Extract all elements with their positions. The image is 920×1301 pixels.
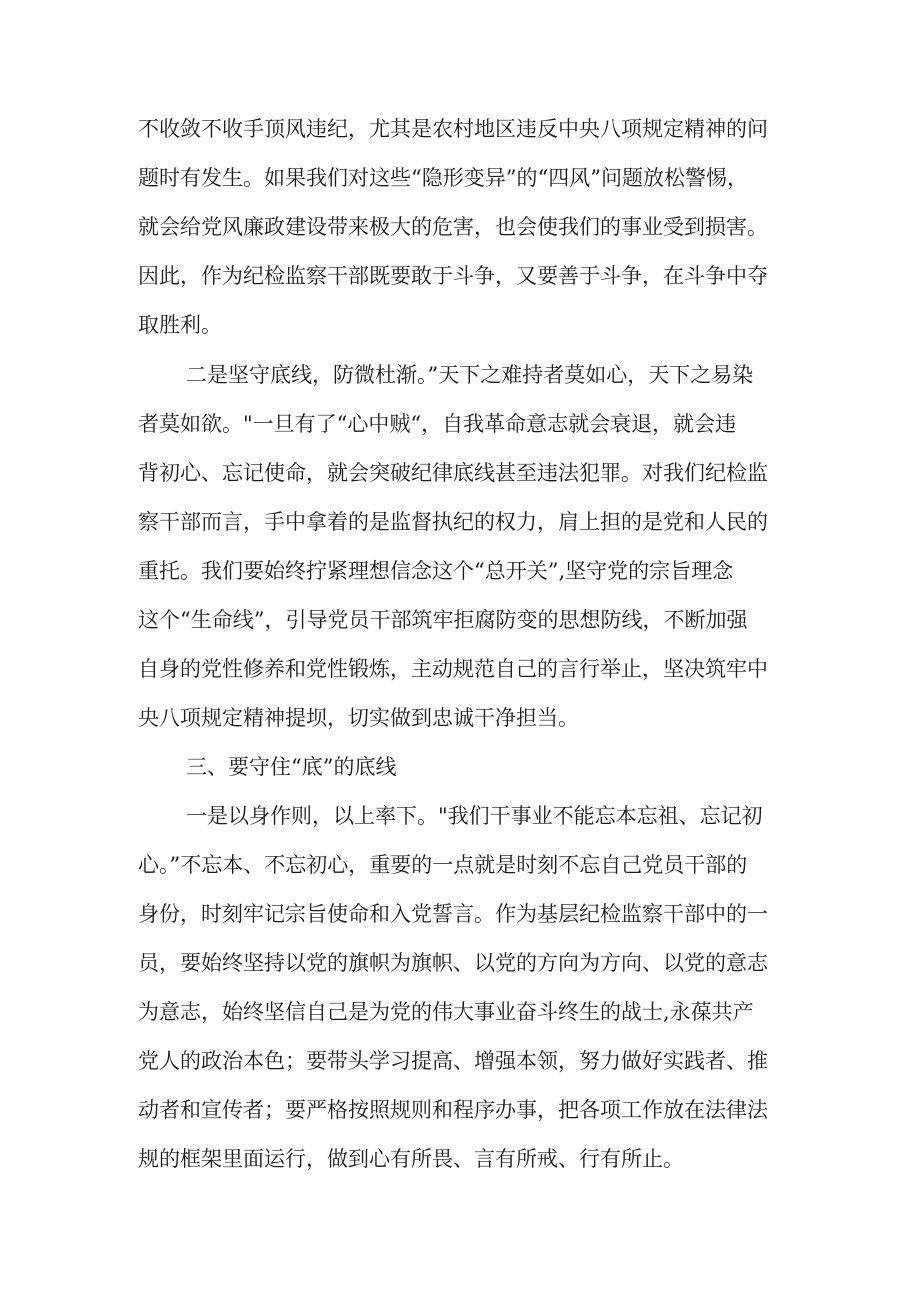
text-line: 察干部而言，手中拿着的是监督执纪的权力，肩上担的是党和人民的	[138, 510, 768, 534]
text-line: 自身的党性修养和党性锻炼，主动规范自己的言行举止，坚决筑牢中	[138, 657, 768, 681]
text-line: 这个“生命线”，引导党员干部筑牢拒腐防变的思想防线，不断加强	[138, 608, 748, 632]
section-heading: 三、要守住“底”的底线	[186, 755, 397, 779]
text-line: 因此，作为纪检监察干部既要敢于斗争，又要善于斗争，在斗争中夺	[138, 264, 768, 288]
text-line: 党人的政治本色；要带头学习提高、增强本领，努力做好实践者、推	[138, 1049, 768, 1073]
text-line: 一是以身作则，以上率下。"我们干事业不能忘本忘祖、忘记初	[186, 804, 763, 828]
text-line: 者莫如欲。"一旦有了“心中贼“，自我革命意志就会衰退，就会违	[138, 412, 737, 436]
text-line: 背初心、忘记使命，就会突破纪律底线甚至违法犯罪。对我们纪检监	[138, 461, 768, 485]
text-line: 动者和宣传者；要严格按照规则和程序办事，把各项工作放在法律法	[138, 1098, 768, 1122]
text-line: 题时有发生。如果我们对这些“隐形变异”的“四风”问题放松警惕，	[138, 166, 748, 190]
text-line: 为意志，始终坚信自己是为党的伟大事业奋斗终生的战士,永葆共产	[138, 1000, 754, 1024]
text-line: 重托。我们要始终拧紧理想信念这个“总开关”,坚守党的宗旨理念	[138, 559, 734, 583]
text-line: 就会给党风廉政建设带来极大的危害，也会使我们的事业受到损害。	[138, 215, 768, 239]
text-line: 央八项规定精神提坝，切实做到忠诚干净担当。	[138, 706, 579, 730]
text-line: 规的框架里面运行，做到心有所畏、言有所戒、行有所止。	[138, 1147, 684, 1171]
text-line: 不收敛不收手顶风违纪，尤其是农村地区违反中央八项规定精神的问	[138, 117, 768, 141]
text-line: 员，要始终坚持以党的旗帜为旗帜、以党的方向为方向、以党的意志	[138, 951, 768, 975]
text-line: 取胜利。	[138, 313, 222, 337]
text-line: 二是坚守底线，防微杜渐。”天下之难持者莫如心，天下之易染	[186, 363, 754, 387]
text-line: 身份，时刻牢记宗旨使命和入党誓言。作为基层纪检监察干部中的一	[138, 902, 768, 926]
text-line: 心。”不忘本、不忘初心，重要的一点就是时刻不忘自己党员干部的	[138, 853, 748, 877]
